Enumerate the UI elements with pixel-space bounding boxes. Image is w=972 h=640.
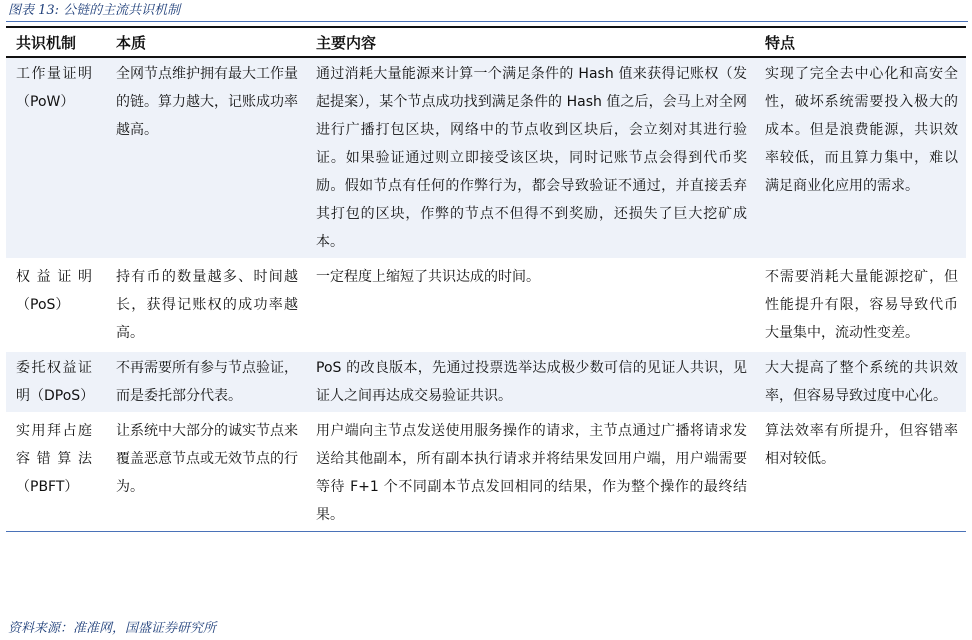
table-row-pbft: [6, 414, 966, 532]
cell-mechanism: 权益证明（PoS）: [6, 260, 106, 351]
cell-mechanism: 工作量证明（PoW）: [6, 57, 106, 260]
header-features: 特点: [755, 27, 966, 57]
cell-essence: 不再需要所有参与节点验证，而是委托部分代表。: [106, 351, 306, 414]
cell-mechanism: 委托权益证明（DPoS）: [6, 351, 106, 414]
cell-content: 用户端向主节点发送使用服务操作的请求，主节点通过广播将请求发送给其他副本，所有副本执行请求并将结果发回用户端，用户端需要等待 F+1 个不同副本节点发回相同的结果，作为整个操作的最终结果。: [306, 414, 755, 532]
cell-content: PoS 的改良版本，先通过投票选举达成极少数可信的见证人共识，见证人之间再达成交易验证共识。: [306, 351, 755, 414]
cell-features: 算法效率有所提升，但容错率相对较低。: [755, 414, 966, 532]
header-essence: 本质: [106, 27, 306, 57]
cell-content: 通过消耗大量能源来计算一个满足条件的 Hash 值来获得记账权（发起提案），某个节点成功找到满足条件的 Hash 值之后，会马上对全网进行广播打包区块，网络中的节点收到区块后，会立刻对其进行验证。如果验证通过则立即接受该区块，同时记账节点会得到代币奖励。假如节点有任何的作弊行为，都会导致验证不通过，并直接丢弃其打包的区块，作弊的节点不但得不到奖励，还损失了巨大挖矿成本。: [306, 57, 755, 260]
source-note: 资料来源：准准网，国盛证券研究所: [8, 621, 217, 636]
consensus-table: [6, 26, 966, 532]
header-mechanism: 共识机制: [6, 27, 106, 57]
cell-features: 大大提高了整个系统的共识效率，但容易导致过度中心化。: [755, 351, 966, 414]
table-row-pow: [6, 57, 966, 260]
header-content: 主要内容: [306, 27, 755, 57]
caption-divider: [6, 21, 968, 22]
cell-essence: 持有币的数量越多、时间越长，获得记账权的成功率越高。: [106, 260, 306, 351]
cell-mechanism: 实用拜占庭容错算法（PBFT）: [6, 414, 106, 532]
cell-features: 不需要消耗大量能源挖矿，但性能提升有限，容易导致代币大量集中，流动性变差。: [755, 260, 966, 351]
cell-features: 实现了完全去中心化和高安全性，破坏系统需要投入极大的成本。但是浪费能源，共识效率较低，而且算力集中，难以满足商业化应用的需求。: [755, 57, 966, 260]
figure-caption: 图表 13: 公链的主流共识机制: [8, 3, 181, 18]
table-header-row: [6, 27, 966, 57]
table-row-dpos: [6, 351, 966, 414]
table-bottom-rule: [6, 532, 966, 533]
cell-content: 一定程度上缩短了共识达成的时间。: [306, 260, 755, 351]
cell-essence: 全网节点维护拥有最大工作量的链。算力越大，记账成功率越高。: [106, 57, 306, 260]
cell-essence: 让系统中大部分的诚实节点来覆盖恶意节点或无效节点的行为。: [106, 414, 306, 532]
table-row-pos: [6, 260, 966, 351]
